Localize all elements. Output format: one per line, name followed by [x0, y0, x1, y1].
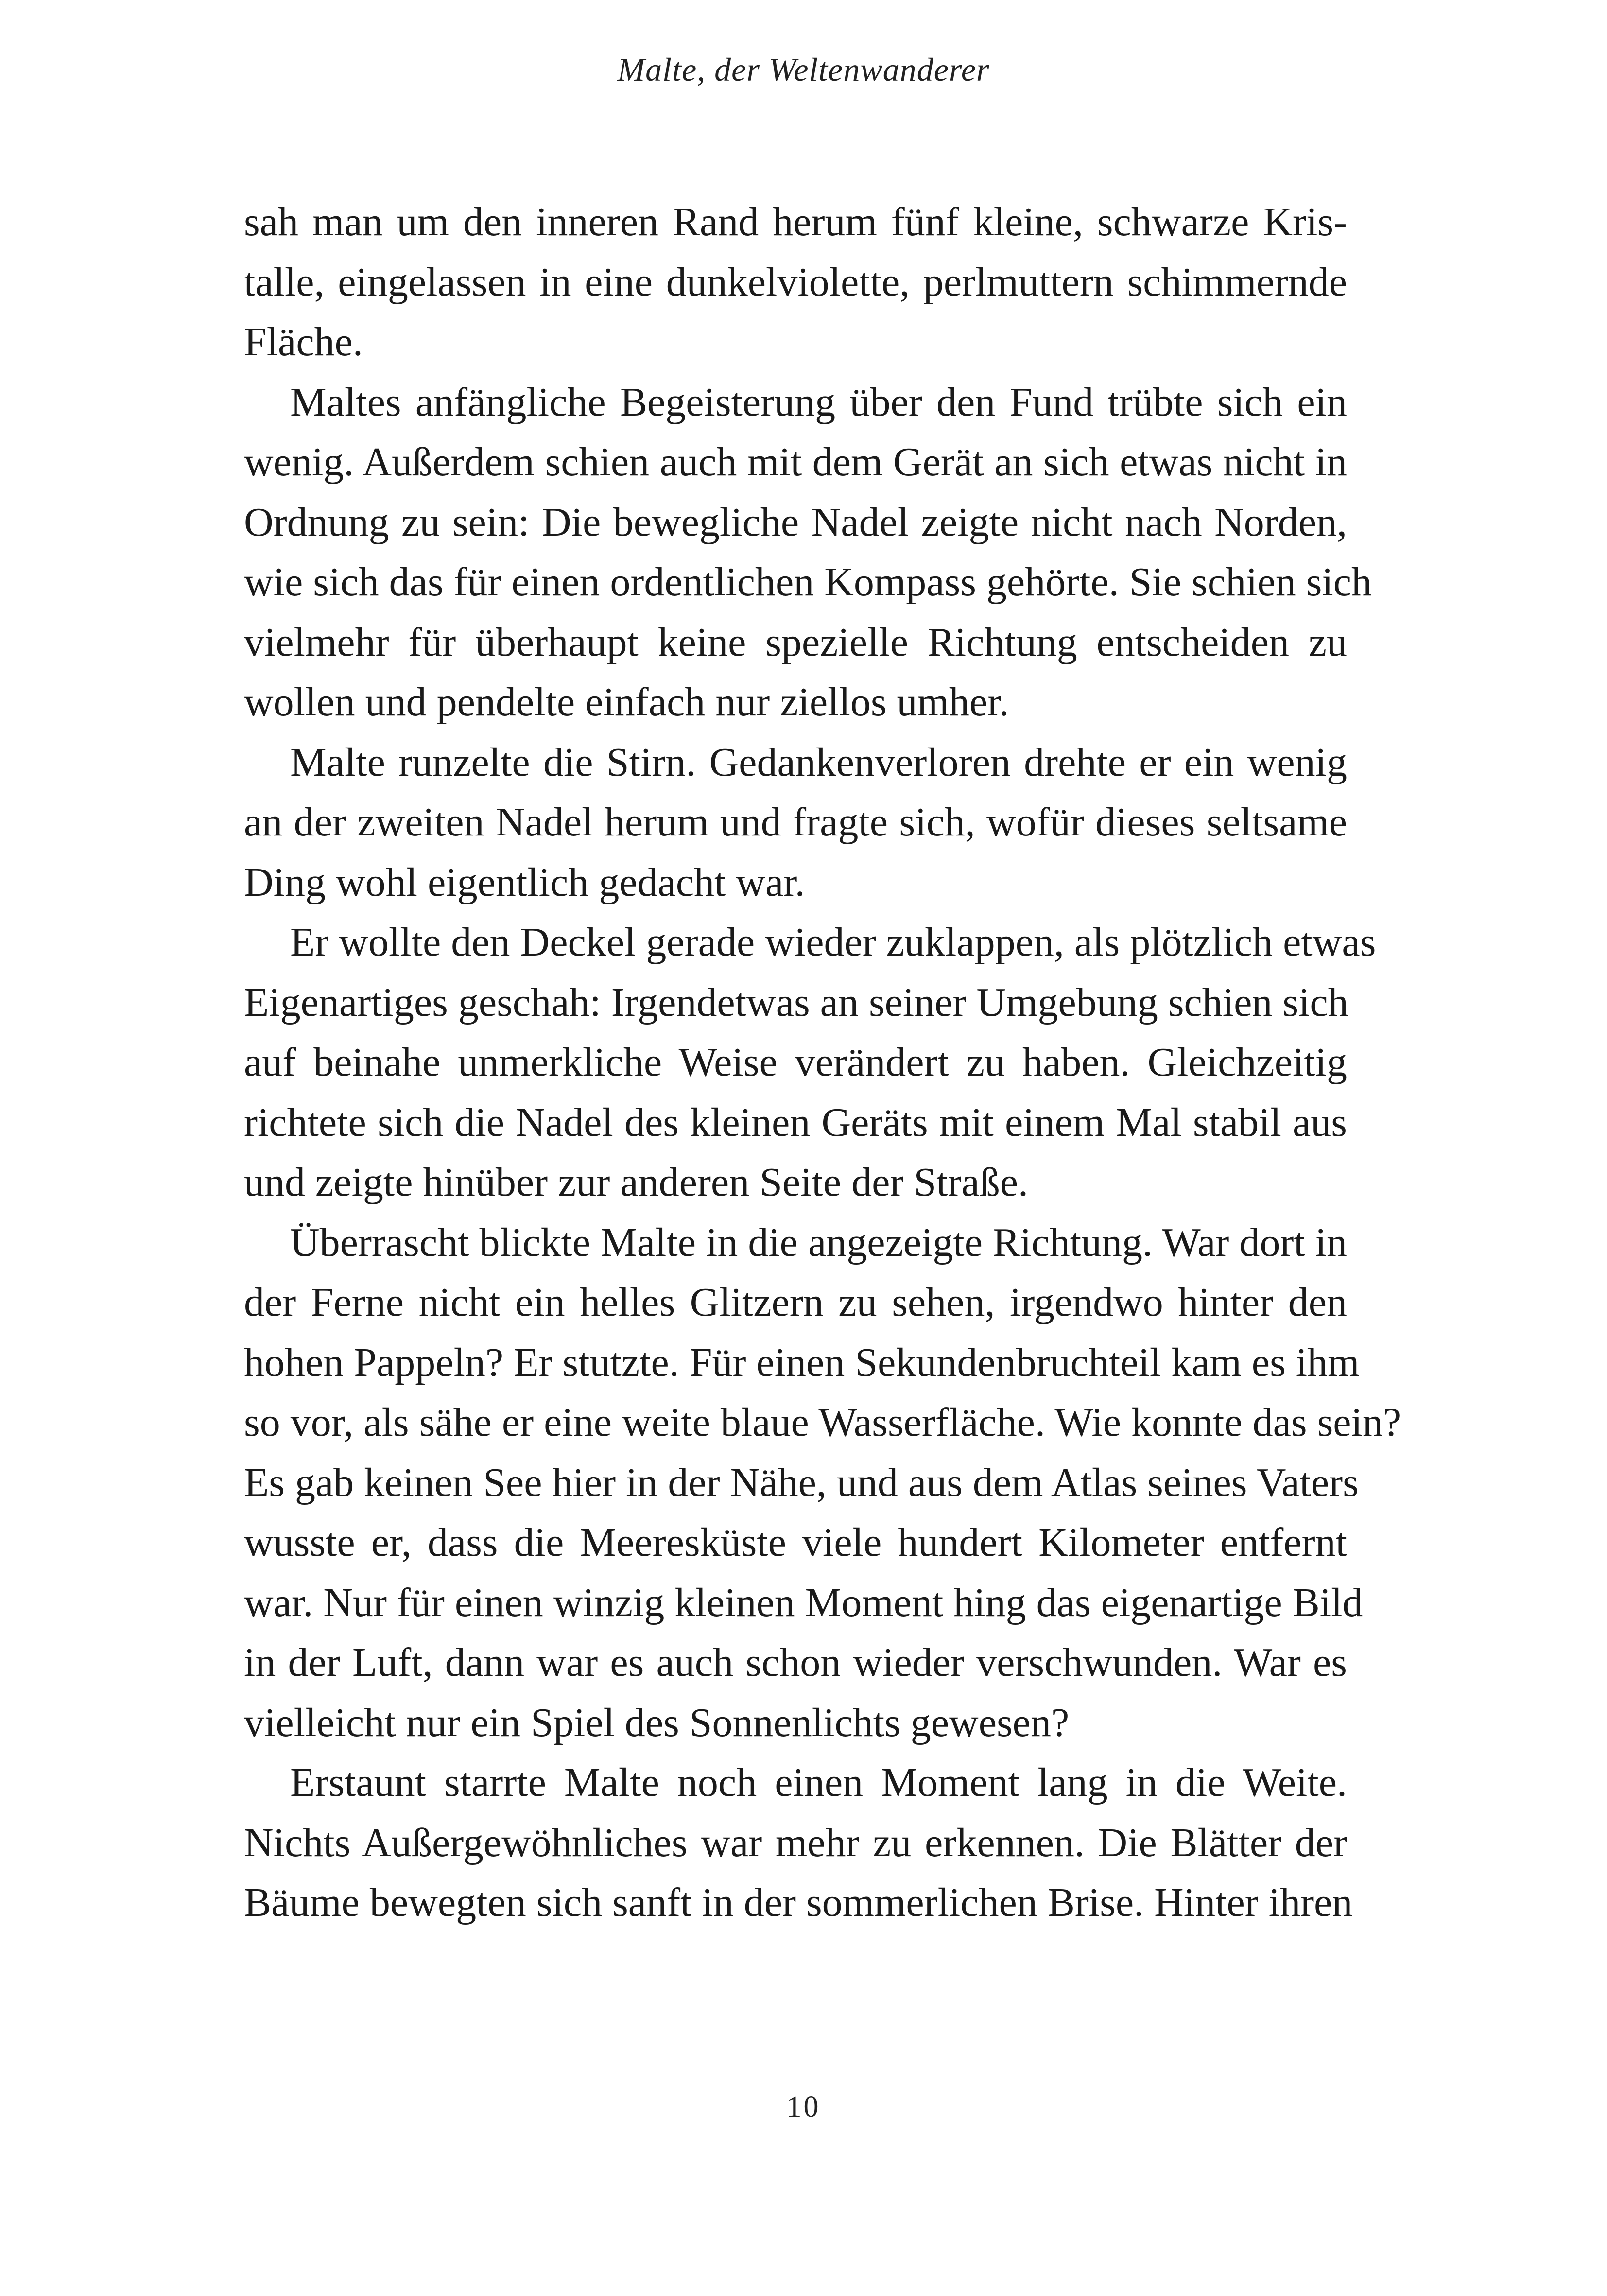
text-line: der Ferne nicht ein helles Glitzern zu sehen, irgendwo hinter den	[244, 1280, 1347, 1325]
text-line: Eigenartiges geschah: Irgendetwas an seiner Umgebung schien sich	[244, 979, 1348, 1025]
text-line: Maltes anfängliche Begeisterung über den Fund trübte sich ein	[290, 379, 1347, 425]
paragraph	[244, 192, 1347, 372]
text-line: wollen und pendelte einfach nur ziellos umher.	[244, 679, 1009, 725]
text-line: Erstaunt starrte Malte noch einen Moment lang in die Weite.	[290, 1760, 1347, 1805]
text-line: vielmehr für überhaupt keine spezielle Richtung entscheiden zu	[244, 619, 1347, 665]
page-number: 10	[786, 2090, 821, 2123]
paragraph	[244, 1753, 1353, 1933]
text-line: an der zweiten Nadel herum und fragte sich, wofür dieses seltsame	[244, 800, 1347, 845]
text-line: richtete sich die Nadel des kleinen Geräts mit einem Mal stabil aus	[244, 1099, 1347, 1145]
text-line: und zeigte hinüber zur anderen Seite der Straße.	[244, 1160, 1029, 1205]
text-line: wenig. Außerdem schien auch mit dem Gerät an sich etwas nicht in	[244, 439, 1347, 485]
text-line: Überrascht blickte Malte in die angezeigte Richtung. War dort in	[290, 1219, 1347, 1265]
text-line: Er wollte den Deckel gerade wieder zuklappen, als plötzlich etwas	[290, 920, 1376, 965]
text-line: Malte runzelte die Stirn. Gedankenverloren drehte er ein wenig	[290, 739, 1347, 785]
text-line: in der Luft, dann war es auch schon wieder verschwunden. War es	[244, 1640, 1347, 1685]
text-line: sah man um den inneren Rand herum fünf kleine, schwarze Kris-	[244, 199, 1347, 244]
running-header-title: Malte, der Weltenwanderer	[617, 51, 990, 88]
paragraph	[244, 912, 1376, 1213]
text-line: Ordnung zu sein: Die bewegliche Nadel zeigte nicht nach Norden,	[244, 499, 1347, 545]
text-line: hohen Pappeln? Er stutzte. Für einen Sekundenbruchteil kam es ihm	[244, 1339, 1360, 1385]
paragraph	[244, 372, 1372, 732]
text-line: Nichts Außergewöhnliches war mehr zu erkennen. Die Blätter der	[244, 1820, 1347, 1865]
text-line: so vor, als sähe er eine weite blaue Wasserfläche. Wie konnte das sein?	[244, 1400, 1401, 1445]
text-line: Bäume bewegten sich sanft in der sommerlichen Brise. Hinter ihren	[244, 1880, 1353, 1925]
text-line: Ding wohl eigentlich gedacht war.	[244, 859, 805, 905]
text-line: Fläche.	[244, 319, 363, 365]
paragraph	[244, 1213, 1401, 1753]
text-line: war. Nur für einen winzig kleinen Moment hing das eigenartige Bild	[244, 1580, 1363, 1625]
paragraph	[244, 732, 1347, 913]
text-line: wie sich das für einen ordentlichen Kompass gehörte. Sie schien sich	[244, 559, 1372, 605]
text-line: auf beinahe unmerkliche Weise verändert zu haben. Gleichzeitig	[244, 1040, 1347, 1085]
text-line: wusste er, dass die Meeresküste viele hundert Kilometer entfernt	[244, 1520, 1347, 1565]
text-line: Es gab keinen See hier in der Nähe, und aus dem Atlas seines Vaters	[244, 1460, 1359, 1505]
text-line: vielleicht nur ein Spiel des Sonnenlichts gewesen?	[244, 1700, 1070, 1745]
body-text	[244, 192, 1401, 1933]
text-line: talle, eingelassen in eine dunkelviolette, perlmuttern schimmernde	[244, 259, 1347, 305]
